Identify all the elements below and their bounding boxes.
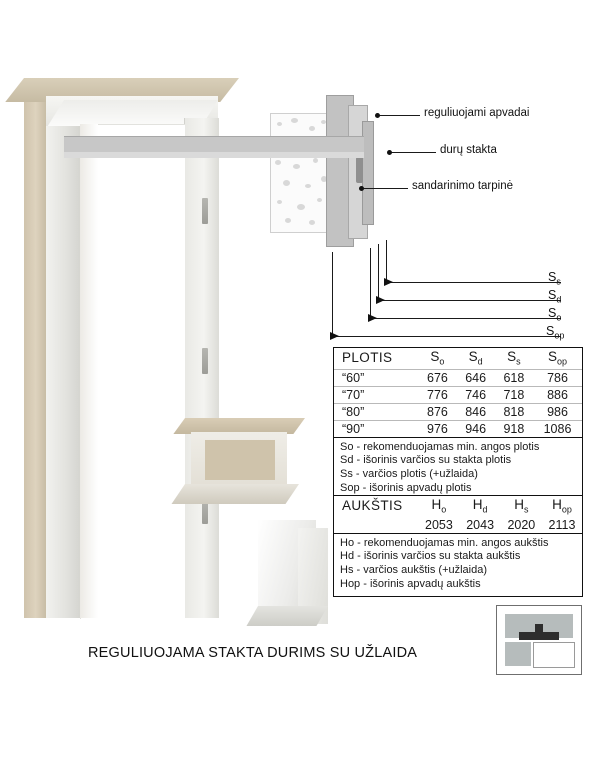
icon-left-block <box>505 642 531 666</box>
frame-inner-shadow <box>80 124 98 618</box>
callout-leader-trim <box>378 115 420 116</box>
dim-arrow-sop <box>330 332 339 340</box>
callout-leader-jamb <box>390 152 436 153</box>
dim-tick-sd <box>378 244 379 300</box>
row-name <box>334 517 418 533</box>
legend-line: Hop - išorinis apvadų aukštis <box>340 577 481 590</box>
height-col-ho: $H_o$ <box>431 497 447 515</box>
legend-line: Sd - išorinis varčios su stakta plotis <box>340 454 512 467</box>
cell: 2053 <box>425 517 453 532</box>
cell: 946 <box>465 421 487 436</box>
profile-bottom-face <box>246 606 328 626</box>
door-section-icon <box>496 605 582 675</box>
dim-base-so: S <box>548 306 557 320</box>
dim-tick-ss <box>386 240 387 282</box>
dim-label-so <box>548 306 561 323</box>
dim-line-sop <box>332 336 561 337</box>
width-col-sd: $S_d$ <box>457 348 495 369</box>
cell: 646 <box>457 369 495 386</box>
legend-line: Hs - varčios aukštis (+užlaida) <box>340 564 488 577</box>
dim-sub-ss: s <box>556 276 561 287</box>
dim-line-so <box>370 318 561 319</box>
height-table-grid <box>334 496 582 533</box>
jamb-profile-piece-lower <box>258 520 344 628</box>
dim-line-sd <box>378 300 561 301</box>
legend-line: Ho - rekomenduojamas min. angos aukštis <box>340 536 549 549</box>
dim-tick-sop <box>332 252 333 336</box>
hinge-icon <box>202 348 208 374</box>
legend-line: Hd - išorinis varčios su stakta aukštis <box>340 550 521 563</box>
cell: 776 <box>418 386 456 403</box>
width-table-legend <box>334 437 582 500</box>
width-table-title: PLOTIS <box>334 348 418 369</box>
cell: 618 <box>495 369 533 386</box>
row-name: “80” <box>334 403 418 420</box>
dim-arrow-ss <box>384 278 393 286</box>
height-col-hd: $H_d$ <box>472 497 488 515</box>
cell: 886 <box>533 386 582 403</box>
icon-mid-bar <box>519 632 559 640</box>
row-name: “60” <box>334 369 418 386</box>
height-table <box>333 495 583 597</box>
jamb-profile-piece-upper <box>185 418 305 510</box>
row-name: “90” <box>342 421 365 436</box>
dim-arrow-sd <box>376 296 385 304</box>
dim-label-ss <box>548 270 561 287</box>
diagram-caption: REGULIUOJAMA STAKTA DURIMS SU UŽLAIDA <box>88 645 418 661</box>
frame-face-left <box>46 100 81 618</box>
cell: 986 <box>533 403 582 420</box>
callout-label-door-jamb: durų stakta <box>440 144 497 156</box>
width-table <box>333 347 583 501</box>
table-row <box>334 420 582 437</box>
dim-base-sd: S <box>548 288 557 302</box>
height-col-hop: $H_{op}$ <box>552 497 572 515</box>
hinge-icon <box>202 198 208 224</box>
height-table-title: AUKŠTIS <box>342 498 403 514</box>
width-table-grid <box>334 348 582 437</box>
icon-right-block <box>533 642 575 668</box>
cell: 2113 <box>548 517 576 532</box>
cell: 746 <box>457 386 495 403</box>
table-row <box>334 403 582 420</box>
dim-sub-so: o <box>556 312 562 323</box>
cell: 786 <box>533 369 582 386</box>
dim-arrow-so <box>368 314 377 322</box>
cell: 818 <box>495 403 533 420</box>
cell: 876 <box>418 403 456 420</box>
callout-label-adjustable-trim: reguliuojami apvadai <box>424 107 530 119</box>
row-name: “70” <box>334 386 418 403</box>
dim-sub-sd: d <box>556 294 562 305</box>
legend-line: Ss - varčios plotis (+užlaida) <box>340 468 478 481</box>
dim-sub-sop: op <box>554 330 565 341</box>
height-col-hs: $H_s$ <box>514 497 529 515</box>
cell: 2043 <box>466 517 495 532</box>
profile-base-face <box>172 484 299 504</box>
callout-label-seal-gasket: sandarinimo tarpinė <box>412 180 514 192</box>
table-row <box>334 386 582 403</box>
door-frame-illustration <box>24 78 239 618</box>
height-table-legend <box>334 533 582 596</box>
legend-line: Sop - išorinis apvadų plotis <box>340 481 472 494</box>
table-row <box>334 517 582 533</box>
table-header-row <box>334 496 582 517</box>
cell: 2020 <box>507 517 536 532</box>
cell: 676 <box>418 369 456 386</box>
callout-dot-jamb <box>387 150 392 155</box>
table-header-row <box>334 348 582 369</box>
dim-line-ss <box>386 282 561 283</box>
width-col-sop: $S_{op}$ <box>533 348 582 369</box>
cell: 718 <box>495 386 533 403</box>
cell: 1086 <box>543 421 572 436</box>
dim-base-sop: S <box>546 324 555 338</box>
profile-inner-channel <box>205 440 275 480</box>
cell: 846 <box>457 403 495 420</box>
dim-label-sop <box>546 324 564 341</box>
table-row <box>334 369 582 386</box>
seal-gasket-shape <box>356 157 363 183</box>
cell: 918 <box>503 421 525 436</box>
width-col-so: $S_o$ <box>418 348 456 369</box>
legend-line: So - rekomenduojamas min. angos plotis <box>340 440 540 453</box>
callout-leader-seal <box>362 188 408 189</box>
width-col-ss: $S_s$ <box>495 348 533 369</box>
callout-dot-seal <box>359 186 364 191</box>
cross-section-detail <box>270 95 400 250</box>
cell: 976 <box>427 421 448 436</box>
dim-tick-so <box>370 248 371 318</box>
dim-base-ss: S <box>548 270 557 284</box>
dim-label-sd <box>548 288 561 305</box>
door-leaf-section-edge <box>64 152 364 158</box>
callout-dot-trim <box>375 113 380 118</box>
